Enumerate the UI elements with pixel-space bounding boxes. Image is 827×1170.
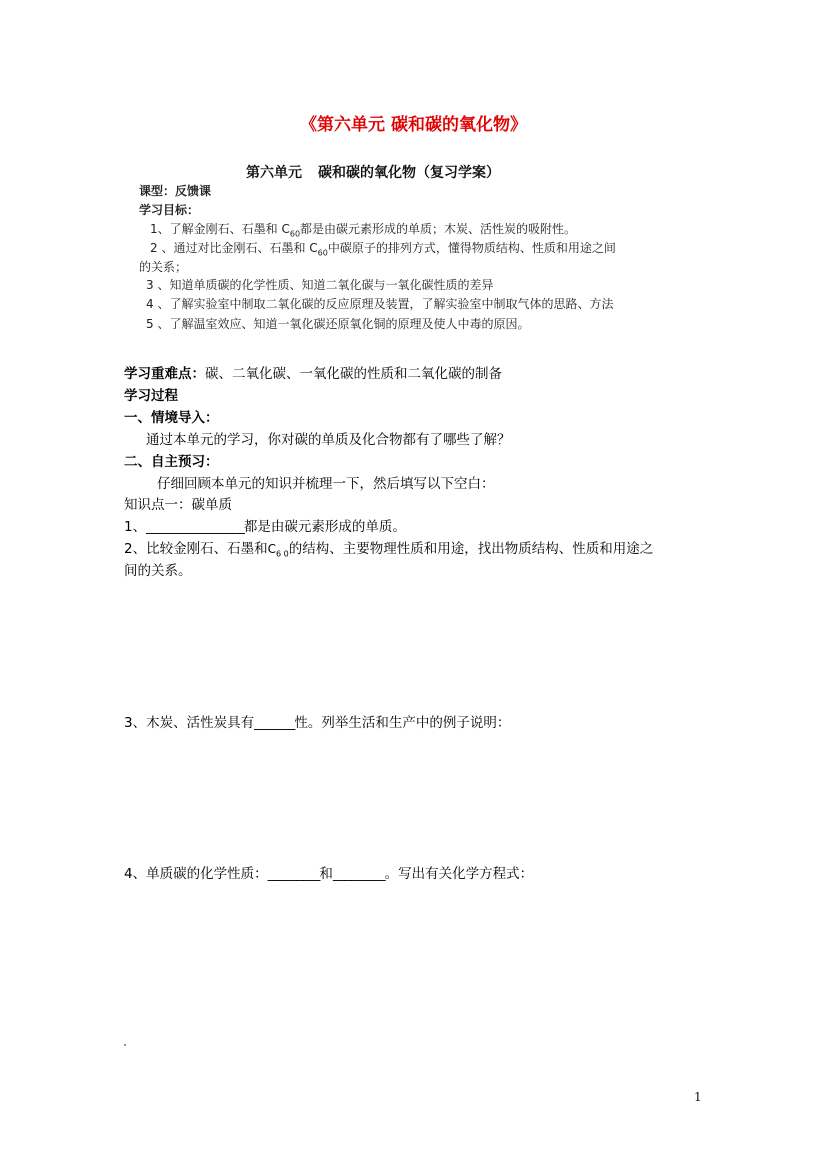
objectives-heading: 学习目标：: [139, 203, 200, 217]
subtitle-topic: 碳和碳的氧化物（复习学案）: [318, 165, 500, 181]
objective-2: 2 、通过对比金刚石、石墨和 $C_{60}$中碳原子的排列方式，懂得物质结构、性质和用途之间: [150, 241, 616, 258]
blank-field: _________________: [146, 519, 244, 535]
objective-1: 1、了解金刚石、石墨和 $C_{60}$都是由碳元素形成的单质；木炭、活性炭的吸附性。: [150, 222, 577, 239]
section1-text: 通过本单元的学习，你对碳的单质及化合物都有了哪些了解？: [146, 432, 511, 448]
stray-dot: [124, 1044, 126, 1046]
course-type: 课型：反馈课: [139, 184, 212, 198]
key-points-text: 碳、二氧化碳、一氧化碳的性质和二氧化碳的制备: [205, 366, 502, 382]
objective-2-cont: 的关系；: [139, 260, 188, 274]
question-1: 1、_________________都是由碳元素形成的单质。: [124, 519, 406, 535]
objective-3: 3 、知道单质碳的化学性质、知道二氧化碳与一氧化碳性质的差异: [146, 278, 494, 292]
question-2: 2、比较金刚石、石墨和$C_{6 0}$的结构、主要物理性质和用途，找出物质结构、性质和用途之: [124, 541, 654, 559]
process-heading: 学习过程: [124, 388, 178, 404]
section2-text: 仔细回顾本单元的知识并梳理一下，然后填写以下空白：: [157, 476, 495, 492]
blank-field: _________: [332, 866, 385, 882]
section1-heading: 一、情境导入：: [124, 410, 219, 426]
key-points: [124, 362, 502, 382]
document-title: 《第六单元 碳和碳的氧化物》: [300, 115, 527, 135]
blank-field: _________: [267, 866, 320, 882]
c60-formula: $C_{60}$: [281, 222, 301, 239]
key-points-label: 学习重难点：: [124, 366, 205, 382]
question-2-cont: 间的关系。: [124, 563, 192, 579]
section2-heading: 二、自主预习：: [124, 454, 219, 470]
question-3: 3、木炭、活性炭具有_______性。列举生活和生产中的例子说明：: [124, 715, 511, 731]
c60-formula: $C_{60}$: [309, 241, 328, 258]
page-number: 1: [694, 1090, 702, 1104]
question-4: 4、单质碳的化学性质：_________和_________。写出有关化学方程式：: [124, 866, 534, 882]
knowledge-point-1: 知识点一：碳单质: [124, 497, 232, 513]
subtitle: [246, 162, 500, 182]
blank-field: _______: [254, 715, 295, 731]
objective-4: 4 、了解实验室中制取二氧化碳的反应原理及装置，了解实验室中制取气体的思路、方法: [146, 297, 614, 311]
c60-formula: $C_{6 0}$: [267, 542, 289, 559]
objective-5: 5 、了解温室效应、知道一氧化碳还原氧化铜的原理及使人中毒的原因。: [146, 317, 530, 331]
subtitle-unit: 第六单元: [246, 165, 302, 181]
